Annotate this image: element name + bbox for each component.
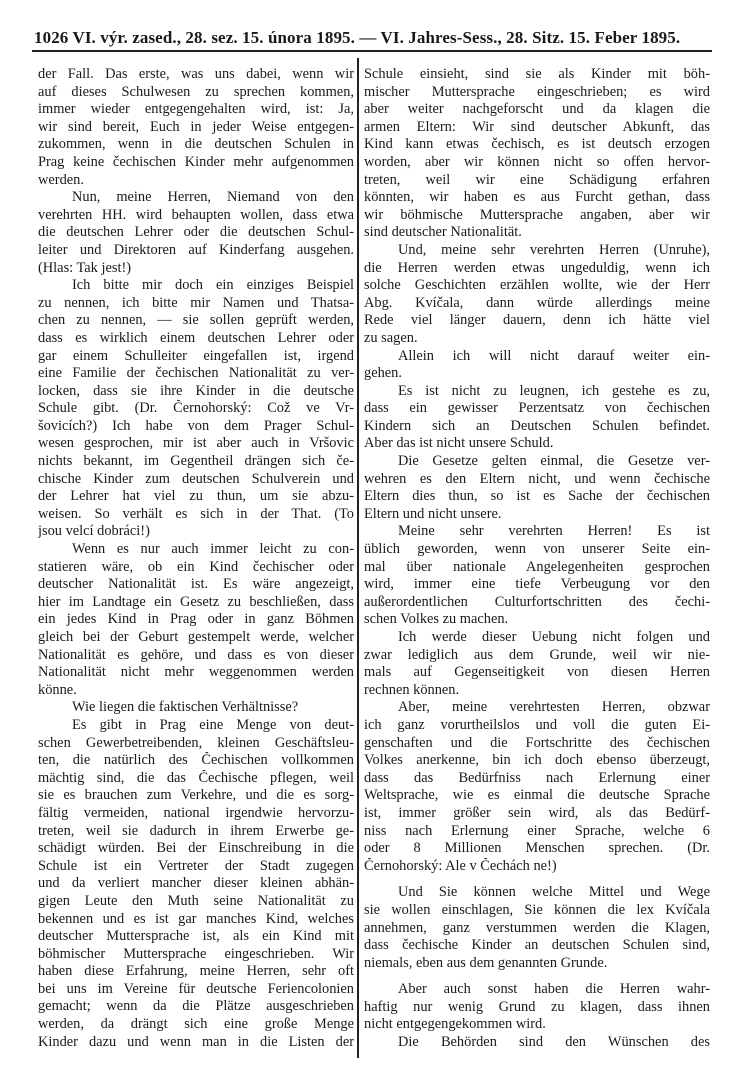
text-line: immer wieder entgegengehalten wird, ist: Ja,: [38, 101, 354, 118]
page-header: 1026 VI. výr. zased., 28. sez. 15. února 1895. — VI. Jahres-Sess., 28. Sitz. 15. Feber 1895.: [34, 28, 681, 47]
text-line: Schule ist ein Vertreter der Stadt zugegen: [38, 857, 354, 874]
text-line: haftig nur wenig Grund zu klagen, dass ihnen: [364, 998, 710, 1015]
text-line: Aber das ist nicht unsere Schuld.: [364, 435, 554, 452]
text-line: bei uns im Vereine für deutsche Feriencolonien: [38, 980, 354, 997]
text-line: deutscher Nationalität ist. Es wäre angezeigt,: [38, 576, 354, 593]
text-line: könne.: [38, 681, 77, 698]
text-line: zu sagen.: [364, 329, 418, 346]
text-line: Nationalität nicht mehr weggenommen werden: [38, 664, 354, 681]
text-line: dass es wirklich einem deutschen Lehrer oder: [38, 329, 354, 346]
text-line: chen zu nennen, — sie sollen geprüft werden,: [38, 312, 354, 329]
text-line: Es ist nicht zu leugnen, ich gestehe es zu,: [398, 382, 710, 399]
text-line: Und Sie können welche Mittel und Wege: [398, 884, 710, 901]
text-line: fältig vermeiden, national irgendwie hervorzu-: [38, 804, 354, 821]
text-line: Ich werde dieser Uebung nicht folgen und: [398, 629, 710, 645]
text-line: Kind kann etwas čechisch, es ist deutsch erzogen: [364, 136, 710, 153]
text-line: mächtig sind, die das Čechische pflegen, weil: [38, 769, 354, 786]
text-line: gigen Leute den Muth seine Nationalität zu: [38, 892, 354, 909]
text-line: gar einem Schulleiter eingefallen ist, irgend: [38, 347, 354, 364]
text-line: Kindern sich an Deutschen Schulen befindet.: [364, 417, 710, 434]
text-line: dass čechische Kinder an deutschen Schulen sind,: [364, 937, 710, 954]
text-line: werden.: [38, 171, 84, 188]
text-line: könnten, wir haben es aus Furcht gethan, dass: [364, 189, 710, 206]
text-line: schen Volkes zu machen.: [364, 611, 509, 628]
text-line: aber weiter nachgeforscht und da klagen die: [364, 101, 710, 118]
text-line: Eltern und nicht unsere.: [364, 505, 502, 522]
text-line: Volkes anerkenne, bin ich doch ebenso überzeugt,: [364, 752, 710, 769]
text-line: hier im Landtage ein Gesetz zu beschließen, dass: [38, 593, 354, 610]
text-line: Meine sehr verehrten Herren! Es ist: [398, 523, 710, 540]
text-line: niss nach Erlernung einer Sprache, welche 6: [364, 822, 710, 839]
text-line: gleich bei der Geburt gestempelt werde, welcher: [38, 629, 354, 645]
text-line: weisen. So verhält es sich in der That. (To: [38, 505, 354, 522]
text-line: böhmischer Muttersprache eingeschrieben. Wir: [38, 945, 354, 962]
text-line: schädigt würden. Bei der Einschreibung in die: [38, 840, 354, 857]
text-line: wesen gesprochen, mir ist aber auch in Vršovic: [38, 435, 354, 452]
text-line: sind deutscher Nationalität.: [364, 224, 522, 241]
left-column: [38, 66, 354, 1051]
text-line: nicht entgegengekommen wird.: [364, 1016, 546, 1033]
text-line: solche Geschichten erzählen wollte, wie der Herr: [364, 277, 710, 294]
text-line: ist, immer größer sein wird, als das Bedürf-: [364, 804, 710, 821]
text-line: mal über nationale Angelegenheiten gesprochen: [364, 558, 710, 575]
text-line: Nationalität es gehöre, und dass es von dieser: [38, 646, 354, 663]
text-line: der Lehrer hat viel zu thun, um sie abzu-: [38, 488, 354, 505]
text-line: Weltsprache, wie es einmal die deutsche Sprache: [364, 787, 710, 804]
text-line: Und, meine sehr verehrten Herren (Unruhe),: [398, 241, 710, 258]
text-line: rechnen können.: [364, 681, 460, 698]
text-line: nichts bekannt, im Gegentheil drängen sich če-: [38, 453, 354, 470]
text-line: zwar lediglich aus dem Grunde, weil wir nie-: [364, 646, 710, 663]
text-line: Eltern dies thun, so ist es Sache der čechischen: [364, 488, 710, 505]
header-rule: [32, 50, 712, 52]
text-line: wir sind bereit, Euch in jeder Weise entgegen-: [38, 118, 354, 135]
text-line: Die Behörden sind den Wünschen des: [398, 1034, 710, 1051]
text-line: wir böhmische Muttersprache angaben, aber wir: [364, 206, 710, 223]
text-line: genschaften und die Fortschritte des čechischen: [364, 734, 710, 751]
text-line: Prag keine čechischen Kinder mehr aufgenommen: [38, 153, 354, 170]
text-line: Schule einsieht, sind sie als Kinder mit böh-: [364, 66, 710, 82]
text-line: Abg. Kvíčala, dann würde allerdings meine: [364, 294, 710, 311]
text-line: Černohorský: Ale v Čechách ne!): [364, 857, 557, 874]
text-line: auf dieses Schulwesen zu sprechen kommen,: [38, 83, 354, 100]
text-line: deutscher Muttersprache ist, als ein Kind mit: [38, 928, 354, 945]
text-line: und da verliert mancher dieser kleinen abhän-: [38, 875, 354, 892]
text-line: verehrten HH. wird behaupten wollen, dass etwa: [38, 206, 354, 223]
text-line: gehen.: [364, 365, 402, 382]
text-line: mischer Muttersprache eingeschrieben; es wird: [364, 83, 710, 100]
text-line: mals auf Gegenseitigkeit von diesen Herren: [364, 664, 710, 681]
text-line: Wie liegen die faktischen Verhältnisse?: [72, 699, 299, 716]
text-line: Rede viel länger dauern, denn ich hätte viel: [364, 312, 710, 329]
text-line: armen Eltern: Wir sind deutscher Abkunft, das: [364, 118, 710, 135]
text-line: Ich bitte mir doch ein einziges Beispiel: [72, 277, 354, 294]
text-line: zukommen, wenn in die deutschen Schulen in: [38, 136, 354, 153]
text-line: worden, aber wir können nicht so offen hervor-: [364, 153, 710, 170]
text-line: niemals, eben aus dem genannten Grunde.: [364, 954, 608, 971]
text-line: dass ein gewisser Perzentsatz von čechischen: [364, 400, 710, 417]
text-line: bekennen und es ist gar manches Kind, welches: [38, 910, 354, 927]
text-line: die deutschen Lehrer oder die deutschen Schul-: [38, 224, 354, 241]
text-line: annehmen, ganz verstummen werden die Klagen,: [364, 919, 710, 936]
text-line: locken, dass sie ihre Kinder in die deutsche: [38, 382, 354, 399]
column-divider: [357, 58, 359, 1058]
text-line: schen Gewerbetreibenden, kleinen Geschäftsleu-: [38, 734, 354, 751]
text-line: (Hlas: Tak jest!): [38, 259, 132, 276]
text-line: oder 8 Millionen Menschen sprechen. (Dr.: [364, 840, 710, 857]
text-line: leiter und Direktoren auf Kinderfang ausgehen.: [38, 241, 354, 258]
text-line: chische Kinder zum deutschen Schulverein und: [38, 470, 354, 487]
text-line: sie es brauchen zum Verkehre, und die es sorg-: [38, 787, 354, 804]
text-line: Nun, meine Herren, Niemand von den: [72, 189, 354, 206]
text-line: werden, da drängt sich eine große Menge: [38, 1016, 354, 1033]
text-line: zu nennen, ich bitte mir Namen und Thatsa-: [38, 294, 354, 311]
text-line: statieren wäre, ob ein Kind čechischer oder: [38, 558, 354, 575]
text-line: ich ganz vorurtheilslos und voll die guten Ei-: [364, 716, 710, 733]
text-line: Kinder dazu und wenn man in die Listen der: [38, 1033, 354, 1050]
text-line: Schule gibt. (Dr. Černohorský: Což ve Vr-: [38, 400, 354, 417]
text-line: Es gibt in Prag eine Menge von deut-: [72, 716, 354, 733]
text-line: üblich geworden, wenn von unserer Seite ein-: [364, 541, 710, 558]
text-line: die Herren werden etwas ungeduldig, wenn ich: [364, 259, 710, 276]
text-line: der Fall. Das erste, was uns dabei, wenn wir: [38, 66, 354, 82]
text-line: ein jedes Kind in Prag oder in ganz Böhmen: [38, 611, 354, 628]
text-line: šovicích?) Ich habe von dem Prager Schul-: [38, 417, 354, 434]
right-column: [364, 66, 710, 1052]
text-line: Allein ich will nicht darauf weiter ein-: [398, 347, 710, 364]
text-line: jsou velcí dobráci!): [38, 523, 150, 540]
text-line: gemacht; wenn da die Plätze ausgeschrieben: [38, 998, 354, 1015]
text-line: eine Familie der čechischen Nationalität zu ver-: [38, 365, 354, 382]
text-line: haben diese Erfahrung, meine Herren, sehr oft: [38, 963, 354, 980]
text-line: treten, weil wir eine Schädigung erfahren: [364, 171, 710, 188]
text-line: sie wollen einschlagen, Sie können die lex Kvíčala: [364, 901, 710, 918]
text-line: Wenn es nur auch immer leicht zu con-: [72, 541, 354, 558]
text-line: wehren es den Eltern nicht, und wenn čechische: [364, 470, 710, 487]
text-line: Aber, meine verehrtesten Herren, obzwar: [398, 699, 710, 716]
text-line: Die Gesetze gelten einmal, die Gesetze ver-: [398, 453, 710, 470]
text-line: Aber auch sonst haben die Herren wahr-: [398, 981, 710, 998]
text-line: wird, immer eine tiefe Verbeugung vor den: [364, 576, 710, 593]
text-line: dass das Bedürfniss nach Erlernung einer: [364, 769, 710, 786]
text-line: treten, weil sie dadurch in ihrem Erwerbe ge-: [38, 822, 354, 839]
text-line: außerordentlichen Culturfortschritten des čechi-: [364, 593, 710, 610]
text-line: ten, die natürlich des Čechischen vollkommen: [38, 752, 354, 769]
